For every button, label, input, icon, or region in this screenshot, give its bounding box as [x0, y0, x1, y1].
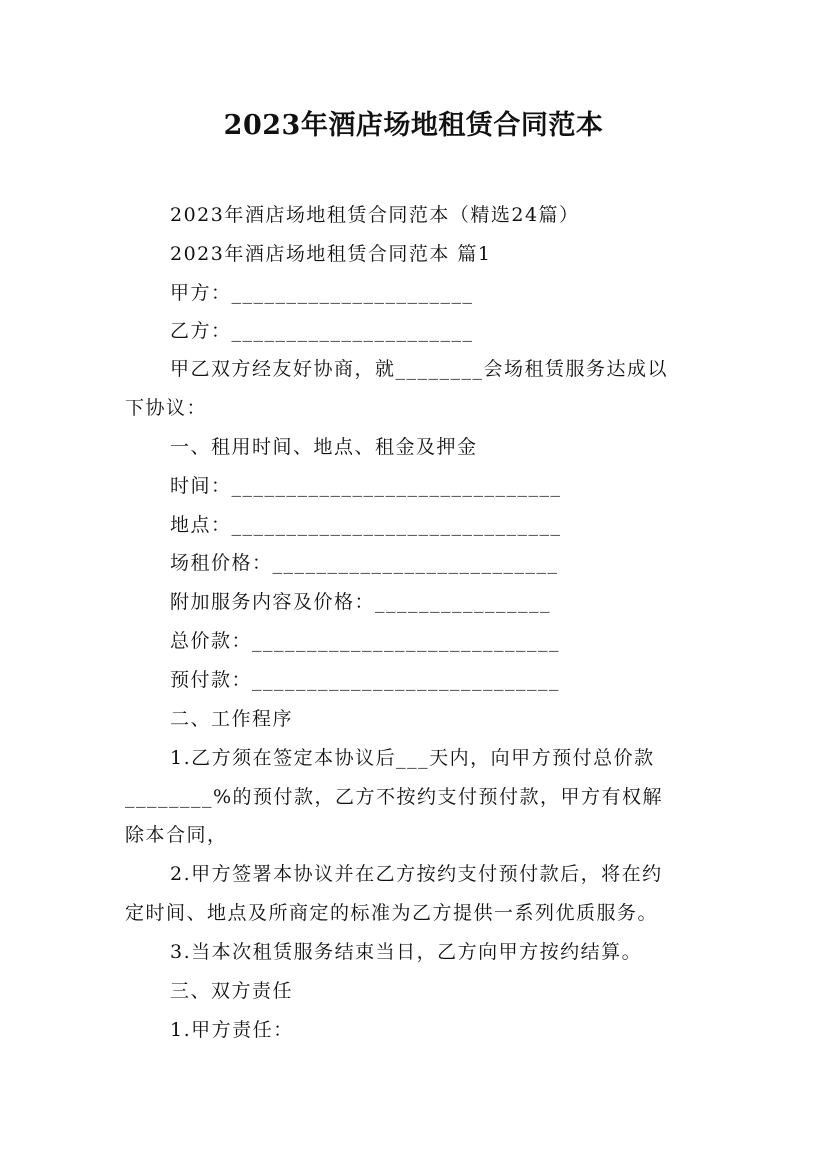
party-a-field: 甲方：______________________: [170, 282, 474, 304]
item-2-line-1: 2.甲方签署本协议并在乙方按约支付预付款后，将在约: [170, 863, 663, 885]
section-1-heading: 一、租用时间、地点、租金及押金: [170, 436, 478, 458]
section-3-heading: 三、双方责任: [170, 980, 294, 1002]
section-2-heading: 二、工作程序: [170, 708, 294, 730]
extra-services-field: 附加服务内容及价格：________________: [170, 591, 552, 613]
item-1-line-3: 除本合同，: [125, 824, 228, 846]
document-title: 2023年酒店场地租赁合同范本: [223, 110, 604, 141]
venue-price-field: 场租价格：__________________________: [170, 552, 559, 574]
part1-heading: 2023年酒店场地租赁合同范本 篇1: [170, 243, 492, 265]
party-a-duty-heading: 1.甲方责任：: [170, 1019, 294, 1041]
item-1-line-2: ________%的预付款，乙方不按约支付预付款，甲方有权解: [125, 786, 664, 808]
item-3-line-1: 3.当本次租赁服务结束当日，乙方向甲方按约结算。: [170, 941, 643, 963]
total-price-field: 总价款：____________________________: [170, 630, 561, 652]
time-field: 时间：______________________________: [170, 475, 562, 497]
intro-line-1: 甲乙双方经友好协商，就________会场租赁服务达成以: [170, 358, 669, 380]
item-2-line-2: 定时间、地点及所商定的标准为乙方提供一系列优质服务。: [125, 902, 659, 924]
item-1-line-1: 1.乙方须在签定本协议后___天内，向甲方预付总价款: [170, 747, 655, 769]
subtitle: 2023年酒店场地租赁合同范本（精选24篇）: [170, 204, 580, 226]
location-field: 地点：______________________________: [170, 514, 562, 536]
prepayment-field: 预付款：____________________________: [170, 669, 561, 691]
party-b-field: 乙方：______________________: [170, 320, 474, 342]
intro-line-2: 下协议：: [125, 397, 208, 419]
